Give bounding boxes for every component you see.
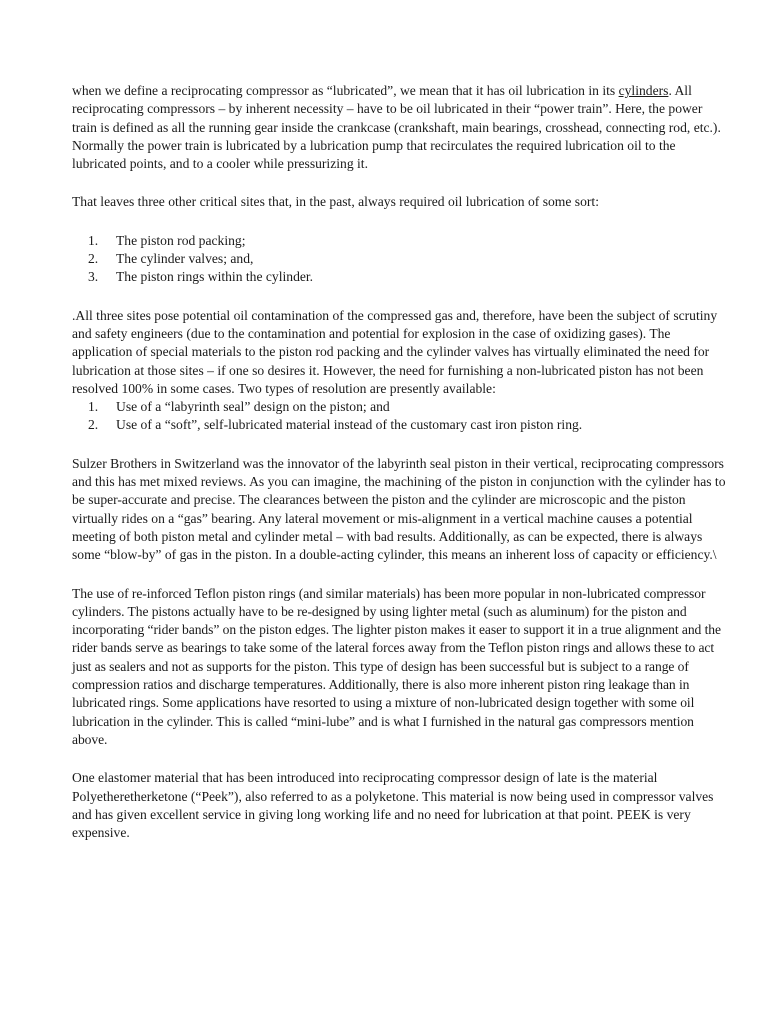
list-number: 2. (88, 251, 99, 267)
list-item (88, 250, 730, 268)
list-text: Use of a “labyrinth seal” design on the piston; and (116, 399, 390, 415)
list-text: The piston rod packing; (116, 232, 246, 248)
list-text: The piston rings within the cylinder. (116, 269, 314, 285)
cylinders-link[interactable]: cylinders (618, 83, 669, 98)
list-number: 3. (88, 269, 99, 285)
list-item (88, 416, 730, 434)
paragraph-peek: One elastomer material that has been introduced into reciprocating compressor design of late is the material Polyetheretherketone (“Peek”), also referred to as a polyketone. This material is now being used in compressor valves and has given excellent service in giving long working life and no need for lubrication at that point. PEEK is very expensive. (72, 770, 714, 841)
paragraph-teflon: The use of re-inforced Teflon piston rings (and similar materials) has been more popular in non-lubricated compressor cylinders. The pistons actually have to be re-designed by using lighter metal (such as aluminum) for the piston and incorporating “rider bands” on the piston edges. The lighter piston makes it easer to support it in a true alignment and the rider bands serve as bearings to take some of the lateral forces away from the Teflon piston rings and allows these to act just as sealers and not as supports for the piston. This type of design has been successful but is subject to a range of compression ratios and discharge temperatures. Additionally, there is also more inherent piston ring leakage than in lubricated rings. Some applications have resorted to using a mixture of non-lubricated design together with some oil lubrication in the cylinder. This is called “mini-lube” and is what I furnished in the natural gas compressors mention above. (72, 585, 721, 747)
list-number: 2. (88, 417, 99, 433)
paragraph-critical-sites: That leaves three other critical sites that, in the past, always required oil lubrication of some sort: (72, 194, 599, 210)
list-item (88, 232, 730, 250)
resolution-list (72, 398, 730, 435)
paragraph-text: . All reciprocating compressors – by inherent necessity – have to be oil lubricated in their “power train”. Here, the power train is defined as all the running gear inside the crankcase (crankshaft, main bearings, crosshead, connecting rod, etc.). Normally the power train is lubricated by a lubrication pump that recirculates the required lubrication oil to the lubricated points, and to a cooler while pressurizing it. (72, 83, 721, 172)
list-item (88, 398, 730, 416)
paragraph-lubrication-definition (72, 82, 730, 173)
list-text: Use of a “soft”, self-lubricated material instead of the customary cast iron piston ring. (116, 417, 583, 433)
list-text: The cylinder valves; and, (116, 251, 254, 267)
critical-sites-list (72, 232, 730, 287)
paragraph-text: when we define a reciprocating compressor as “lubricated”, we mean that it has oil lubrication in its (72, 83, 616, 98)
paragraph-contamination: .All three sites pose potential oil contamination of the compressed gas and, therefore, have been the subject of scrutiny and safety engineers (due to the contamination and potential for explosion in the case of oxidizing gases). The application of special materials to the piston rod packing and the cylinder valves has virtually eliminated the need for lubrication at those sites – if one so desires it. However, the need for furnishing a non-lubricated piston has not been resolved 100% in some cases. Two types of resolution are presently available: (72, 307, 718, 396)
list-item (88, 268, 730, 286)
list-number: 1. (88, 232, 99, 248)
paragraph-sulzer: Sulzer Brothers in Switzerland was the innovator of the labyrinth seal piston in their vertical, reciprocating compressors and this has met mixed reviews. As you can imagine, the machining of the piston in conjunction with the cylinder has to be super-accurate and precise. The clearances between the piston and the cylinder are microscopic and the piston virtually rides on a “gas” bearing. Any lateral movement or mis-alignment in a vertical machine causes a potential meeting of both piston metal and cylinder metal – with bad results. Additionally, as can be expected, there is always some “blow-by” of gas in the piston. In a double-acting cylinder, this means an inherent loss of capacity or efficiency.\ (72, 455, 726, 563)
list-number: 1. (88, 399, 99, 415)
